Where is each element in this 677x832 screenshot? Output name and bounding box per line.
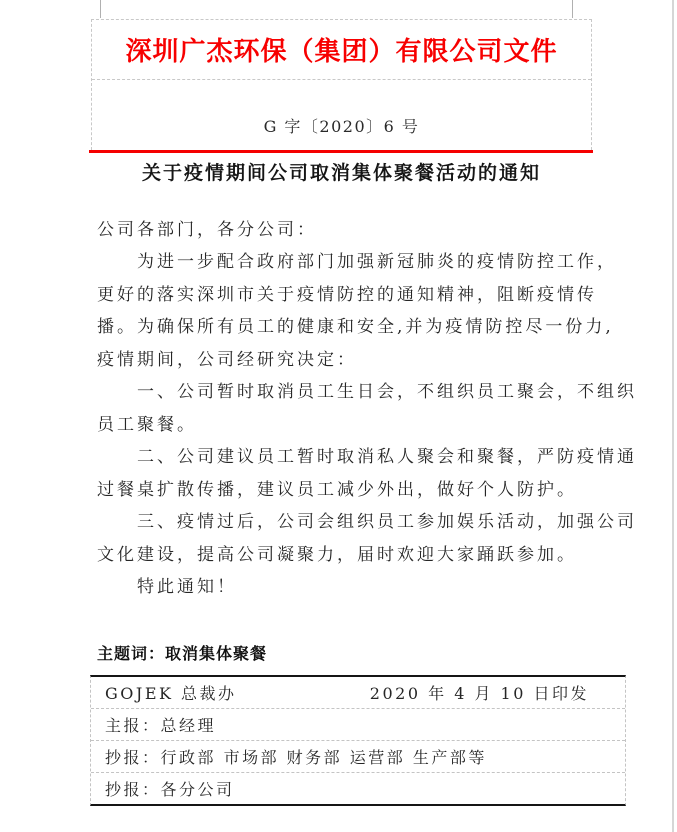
routing-table (90, 675, 626, 806)
table-row (91, 677, 625, 708)
body-line: 一、公司暂时取消员工生日会，不组织员工聚会，不组织 (137, 382, 637, 403)
body-line: 疫情期间，公司经研究决定： (97, 349, 357, 370)
company-title: 深圳广杰环保（集团）有限公司文件 (125, 37, 558, 67)
body-line: 特此通知！ (137, 577, 237, 598)
print-date: 2020 年 4 月 10 日印发 (369, 684, 589, 703)
margin-crop-mark-right (572, 0, 573, 18)
doc-number: G 字〔2020〕6 号 (263, 117, 420, 136)
body-line: 播。为确保所有员工的健康和安全,并为疫情防控尽一份力, (97, 317, 614, 338)
body-line: 文化建设，提高公司凝聚力，届时欢迎大家踊跃参加。 (97, 544, 577, 565)
table-row (91, 708, 625, 740)
notice-title: 关于疫情期间公司取消集体聚餐活动的通知 (141, 162, 541, 184)
viewport-edge-line (672, 0, 674, 832)
subject-keywords: 主题词：取消集体聚餐 (97, 644, 268, 663)
table-row (91, 740, 625, 772)
body-line: 过餐桌扩散传播，建议员工减少外出，做好个人防护。 (97, 479, 577, 500)
body-line: 更好的落实深圳市关于疫情防控的通知精神，阻断疫情传 (97, 284, 597, 305)
red-divider-rule (89, 150, 593, 153)
table-row (91, 772, 625, 804)
issuer-office: GOJEK 总裁办 (105, 684, 237, 703)
notice-body (97, 211, 637, 601)
masthead (92, 20, 591, 80)
margin-crop-mark-left (100, 0, 101, 18)
body-line: 员工聚餐。 (97, 414, 197, 435)
body-line: 三、疫情过后，公司会组织员工参加娱乐活动，加强公司 (137, 512, 637, 533)
body-line: 为进一步配合政府部门加强新冠肺炎的疫情防控工作， (137, 252, 617, 273)
body-line: 二、公司建议员工暂时取消私人聚会和聚餐，严防疫情通 (137, 447, 637, 468)
letterhead-frame (91, 19, 592, 150)
body-line: 公司各部门，各分公司： (97, 219, 317, 240)
doc-number-band (92, 80, 591, 150)
copy-report-departments: 抄报：行政部 市场部 财务部 运营部 生产部等 (105, 748, 487, 767)
copy-report-branches: 抄报：各分公司 (105, 780, 235, 799)
primary-report: 主报：总经理 (105, 716, 217, 735)
